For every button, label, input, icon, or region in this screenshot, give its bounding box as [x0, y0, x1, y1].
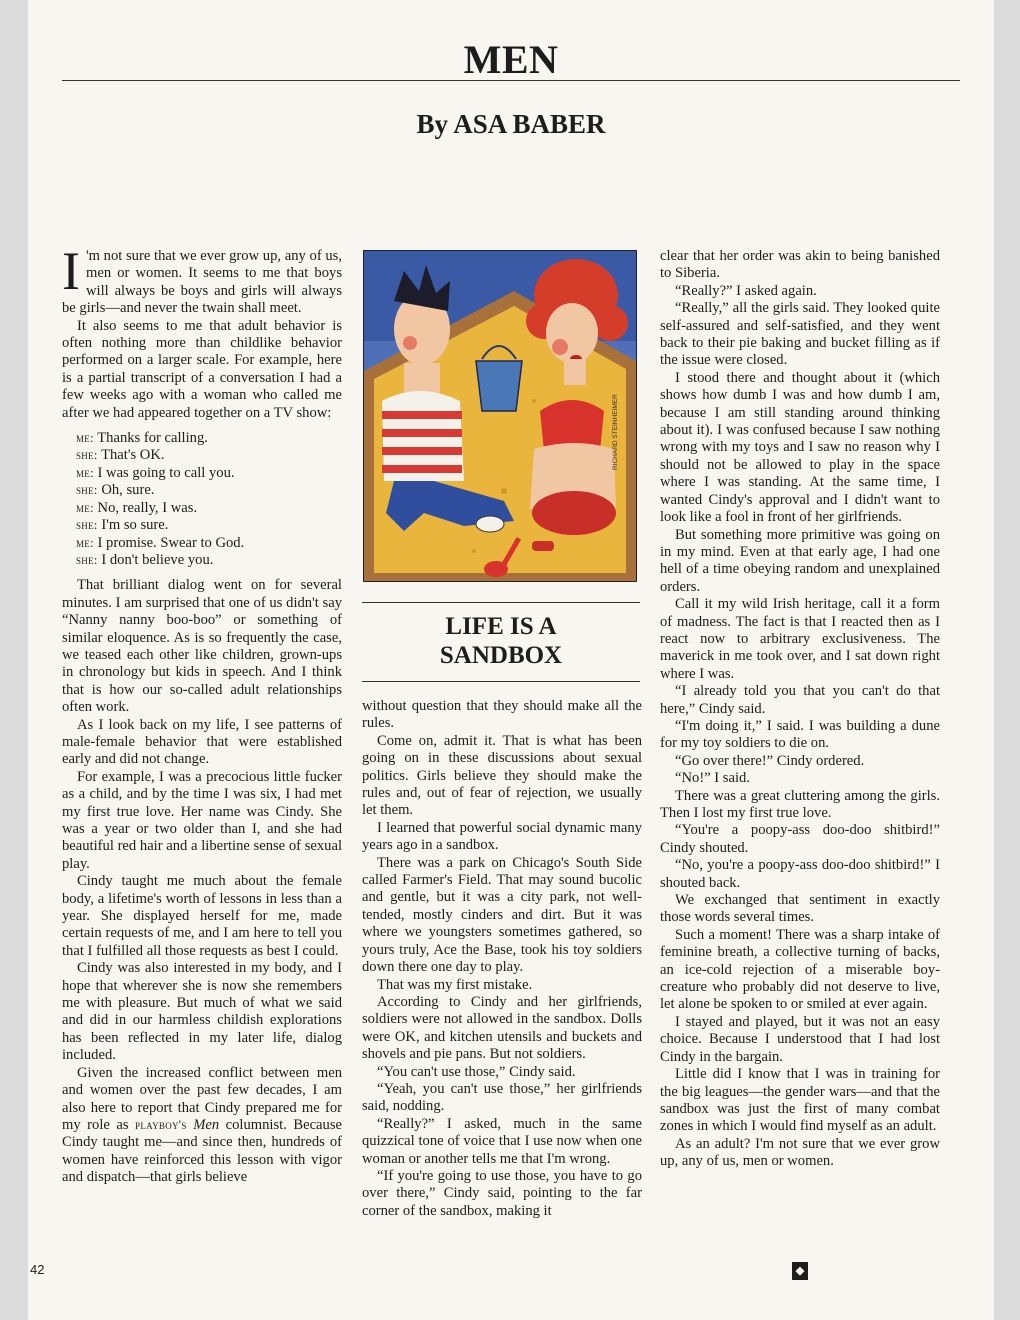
paragraph: “Really?” I asked, much in the same quizzical tone of voice that I use now when one woman or another tells me that I'm wrong. — [362, 1115, 642, 1167]
headline-line-2: SANDBOX — [439, 642, 563, 669]
paragraph: That brilliant dialog went on for several minutes. I am surprised that one of us didn't say “Nanny nanny boo-boo” or something of similar eloquence. As is so frequently the case, we teased each other like children, grown-ups in chronology but kids in speech. And I think that is how our so-called adult relationships often work. — [62, 577, 342, 716]
dialog-line — [76, 535, 342, 552]
paragraph: “If you're going to use those, you have to go over there,” Cindy said, pointing to the far corner of the sandbox, making it — [362, 1167, 642, 1219]
speaker: she: — [76, 552, 98, 567]
paragraph: That was my first mistake. — [377, 976, 533, 993]
article-column-2 — [362, 698, 642, 1220]
speaker: she: — [76, 518, 98, 533]
paragraph: “I'm doing it,” I said. I was building a dune for my toy soldiers to die on. — [660, 717, 940, 752]
article-column-1 — [62, 241, 342, 1187]
playboy-rabbit-icon: ◆ — [792, 1262, 808, 1280]
speaker: she: — [76, 448, 98, 463]
paragraph: “Really?” I asked again. — [675, 282, 817, 299]
headline-rule-bottom — [362, 681, 640, 682]
article-column-3 — [660, 248, 940, 1171]
byline: By ASA BABER — [416, 109, 606, 139]
paragraph: Come on, admit it. That is what has been going on in these discussions about sexual politics. Girls believe they should make the rules and, out of fear of rejection, we usually let them. — [362, 732, 642, 819]
dialog-text: That's OK. — [101, 447, 165, 464]
paragraph: We exchanged that sentiment in exactly those words several times. — [660, 892, 940, 926]
paragraph: without question that they should make all the rules. — [362, 698, 642, 732]
header-rule — [62, 80, 960, 81]
paragraph: According to Cindy and her girlfriends, soldiers were not allowed in the sandbox. Dolls were OK, and kitchen utensils and buckets and shovels and pie pans. But not soldiers. — [362, 993, 642, 1063]
paragraph: “I already told you that you can't do that here,” Cindy said. — [660, 683, 940, 717]
paragraph: “No, you're a poopy-ass doo-doo shitbird!” I shouted back. — [660, 857, 940, 891]
dialog-line — [76, 447, 342, 464]
speaker: me: — [76, 500, 94, 515]
paragraph-text: Given the increased conflict between men and women over the past few decades, I am also here to report that Cindy prepared me for my role as — [62, 1064, 342, 1133]
paragraph: “Yeah, you can't use those,” her girlfriends said, nodding. — [362, 1080, 642, 1115]
section-title: MEN — [463, 37, 559, 82]
dialog-text: I don't believe you. — [101, 551, 214, 568]
paragraph: “Go over there!” Cindy ordered. — [675, 752, 865, 769]
paragraph: As I look back on my life, I see patterns of male-female behavior that were established early and did not change. — [62, 716, 342, 768]
dialog-text: Oh, sure. — [101, 482, 155, 499]
paragraph: “You're a poopy-ass doo-doo shitbird!” Cindy shouted. — [660, 822, 940, 856]
dialog-transcript — [76, 430, 342, 569]
dialog-text: No, really, I was. — [97, 499, 198, 516]
paragraph: For example, I was a precocious little fucker as a child, and by the time I was six, I had met my first true love. Her name was Cindy. She was a year or two older than I, and she had beautiful red hair and a libertine sense of sexual play. — [62, 768, 342, 872]
paragraph — [62, 241, 342, 318]
magazine-name: playboy's — [135, 1117, 187, 1132]
dialog-text: Thanks for calling. — [97, 430, 208, 447]
dialog-text: I promise. Swear to God. — [97, 534, 245, 551]
paragraph: As an adult? I'm not sure that we ever grow up, any of us, men or women. — [660, 1135, 940, 1170]
speaker: me: — [76, 431, 94, 446]
dialog-line — [76, 517, 342, 534]
paragraph: clear that her order was akin to being banished to Siberia. — [660, 248, 940, 282]
paragraph: Cindy taught me much about the female body, a lifetime's worth of lessons in less than a year. She displayed herself for me, made certain requests of me, and I am here to tell you that I fulfilled all those requests as best I could. — [62, 873, 342, 959]
speaker: me: — [76, 465, 94, 480]
headline-line-1: LIFE IS A — [445, 613, 557, 640]
drop-cap: I — [62, 241, 80, 301]
paragraph: There was a great cluttering among the girls. Then I lost my first true love. — [660, 787, 940, 821]
paragraph: There was a park on Chicago's South Side called Farmer's Field. That may sound bucolic and gentle, but it was a city park, not well-tended, mostly cinders and dirt. But it was where we youngsters sometimes gathered, so yours truly, Ace the Base, took his toy soldiers down there one day to play. — [362, 854, 642, 976]
dialog-line — [76, 430, 342, 447]
article-headline — [362, 612, 640, 670]
magazine-page — [28, 0, 994, 1320]
dialog-text: I'm so sure. — [101, 517, 169, 534]
speaker: me: — [76, 535, 94, 550]
paragraph: “Really,” all the girls said. They looked quite self-assured and self-satisfied, and they went back to their pie baking and bucket filling as if the issue were closed. — [660, 300, 940, 369]
paragraph: “You can't use those,” Cindy said. — [377, 1063, 576, 1080]
paragraph: I learned that powerful social dynamic many years ago in a sandbox. — [362, 819, 642, 854]
dialog-line — [76, 465, 342, 482]
column-name: Men — [193, 1116, 220, 1133]
paragraph: “No!” I said. — [675, 770, 750, 787]
page-number: 42 — [30, 1262, 45, 1277]
paragraph: Little did I know that I was in training for the big leagues—the gender wars—and that the sandbox was just the first of many combat zones in which I would find myself as an adult. — [660, 1066, 940, 1135]
paragraph: I stood there and thought about it (which shows how dumb I was and how dumb I am, because I am still standing around thinking about it). I was confused because I saw nothing wrong with my toys and I saw no reason why I should not be allowed to play in the space where I was standing. At the same time, I wanted Cindy's approval and I didn't want to look like a fool in front of her girlfriends. — [660, 369, 940, 526]
paragraph: Call it my wild Irish heritage, call it a form of madness. The fact is that I reacted then as I react now to arbitrary exclusiveness. The maverick in me took over, and I sat down right where I was. — [660, 596, 940, 682]
paragraph-text: 'm not sure that we ever grow up, any of us, men or women. It seems to me that boys will always be boys and girls will always be girls—and never the twain shall meet. — [62, 248, 342, 317]
paragraph: It also seems to me that adult behavior is often nothing more than childlike behavior performed on a larger scale. For example, here is a partial transcript of a conversation I had a few weeks ago with a woman who called me after we had appeared together on a TV show: — [62, 317, 342, 421]
paragraph: Such a moment! There was a sharp intake of feminine breath, a collective turning of backs, an ice-cold rejection of a miserable boy-creature who probably did not deserve to live, let alone be spoken to or smiled at ever again. — [660, 926, 940, 1013]
paragraph — [62, 1065, 342, 1187]
speaker: she: — [76, 483, 98, 498]
paragraph-text: columnist. Because Cindy taught me—and since then, hundreds of women have reinforced this lesson with vigor and dispatch—that girls believe — [62, 1116, 342, 1186]
dialog-line — [76, 500, 342, 517]
headline-rule-top — [362, 602, 640, 603]
illustration-credit: RICHARD STEINHEIMER — [612, 394, 619, 470]
illustration-artwork — [364, 251, 636, 581]
dialog-line — [76, 482, 342, 499]
dialog-line — [76, 552, 342, 569]
paragraph: I stayed and played, but it was not an easy choice. Because I understood that I had lost Cindy in the bargain. — [660, 1013, 940, 1065]
dialog-text: I was going to call you. — [97, 464, 235, 481]
paragraph: Cindy was also interested in my body, and I hope that wherever she is now she remembers me with pleasure. But much of what we said and did in our harmless childish explorations has been reflected in my later life, dialog included. — [62, 960, 342, 1064]
sandbox-couple-illustration — [363, 250, 637, 582]
paragraph: But something more primitive was going on in my mind. Even at that early age, I had one hell of a time obeying random and unexplained orders. — [660, 526, 940, 595]
